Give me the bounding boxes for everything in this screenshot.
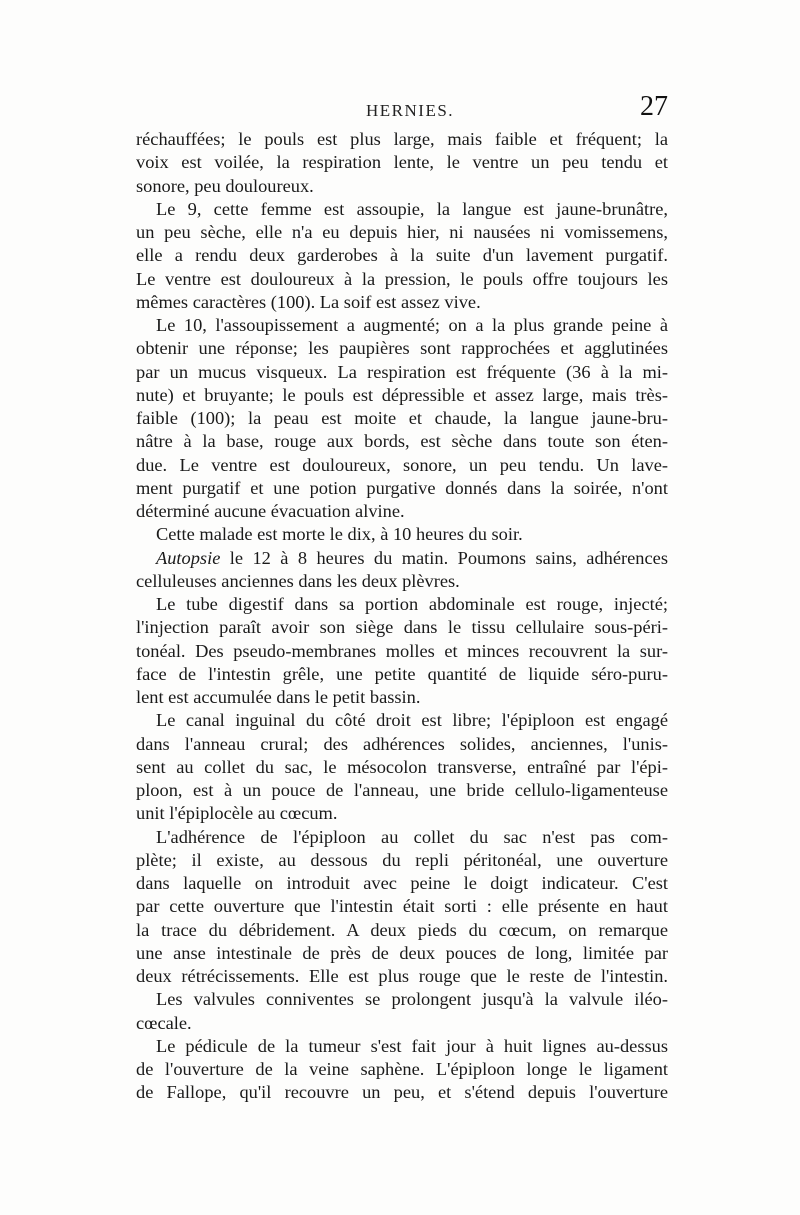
- text-line: par un mucus visqueux. La respiration est fréquente (36 à la mi-: [136, 361, 668, 382]
- text-line: Le 10, l'assoupissement a augmenté; on a la plus grande peine à: [156, 315, 668, 335]
- running-head: [136, 91, 668, 127]
- text-line: l'injection paraît avoir son siège dans le tissu cellulaire sous-péri-: [136, 617, 668, 638]
- text-line: voix est voilée, la respiration lente, le ventre un peu tendu et: [136, 152, 668, 173]
- text-line: dans l'anneau crural; des adhérences solides, anciennes, l'unis-: [136, 733, 668, 754]
- text-line: obtenir une réponse; les paupières sont rapprochées et agglutinées: [136, 338, 668, 359]
- text-line: L'adhérence de l'épiploon au collet du sac n'est pas com-: [156, 826, 668, 847]
- text-line: face de l'intestin grêle, une petite quantité de liquide séro-puru-: [136, 663, 668, 684]
- text-line: nâtre à la base, rouge aux bords, est sèche dans toute son éten-: [136, 431, 668, 452]
- running-title: HERNIES.: [366, 101, 455, 120]
- italic-word: Autopsie: [156, 547, 221, 568]
- text-line: de l'ouverture de la veine saphène. L'épiploon longe le ligament: [136, 1059, 668, 1079]
- body-text: [136, 128, 668, 1105]
- text-line: de Fallope, qu'il recouvre un peu, et s'étend depuis l'ouverture: [136, 1082, 668, 1103]
- text-line: Cette malade est morte le dix, à 10 heures du soir.: [156, 524, 523, 545]
- text-line: Le pédicule de la tumeur s'est fait jour à huit lignes au-dessus: [156, 1035, 668, 1056]
- text-line: elle a rendu deux garderobes à la suite d'un lavement purgatif.: [136, 245, 668, 266]
- text-line: due. Le ventre est douloureux, sonore, un peu tendu. Un lave-: [136, 454, 668, 475]
- text-line: dans laquelle on introduit avec peine le doigt indicateur. C'est: [136, 873, 668, 893]
- text-line: faible (100); la peau est moite et chaude, la langue jaune-bru-: [136, 408, 668, 428]
- text-line: par cette ouverture que l'intestin était sorti : elle présente en haut: [136, 896, 668, 917]
- text-line: la trace du débridement. A deux pieds du cœcum, on remarque: [136, 919, 668, 940]
- text-line: Le tube digestif dans sa portion abdominale est rouge, injecté;: [156, 594, 668, 614]
- text-run: le 12 à 8 heures du matin. Poumons sains, adhérences: [220, 547, 668, 568]
- text-line: ment purgatif et une potion purgative donnés dans la soirée, n'ont: [136, 477, 668, 498]
- text-line: unit l'épiplocèle au cœcum.: [136, 803, 338, 824]
- text-line: Le canal inguinal du côté droit est libre; l'épiploon est engagé: [156, 710, 668, 731]
- text-line: deux rétrécissements. Elle est plus rouge que le reste de l'intestin.: [136, 966, 668, 986]
- text-line: mêmes caractères (100). La soif est assez vive.: [136, 291, 481, 312]
- text-line: ploon, est à un pouce de l'anneau, une bride cellulo-ligamenteuse: [136, 780, 668, 800]
- text-line: cœcale.: [136, 1012, 192, 1033]
- text-line: Les valvules conniventes se prolongent jusqu'à la valvule iléo-: [156, 989, 668, 1010]
- text-line: lent est accumulée dans le petit bassin.: [136, 687, 421, 707]
- text-line: tonéal. Des pseudo-membranes molles et minces recouvrent la sur-: [136, 640, 668, 661]
- text-line: réchauffées; le pouls est plus large, mais faible et fréquent; la: [136, 129, 668, 149]
- text-line: sent au collet du sac, le mésocolon transverse, entraîné par l'épi-: [136, 756, 668, 777]
- text-line: [136, 547, 668, 570]
- text-line: une anse intestinale de près de deux pouces de long, limitée par: [136, 942, 668, 963]
- text-line: nute) et bruyante; le pouls est dépressible et assez large, mais très-: [136, 384, 668, 405]
- text-line: sonore, peu douloureux.: [136, 175, 314, 196]
- text-line: celluleuses anciennes dans les deux plèvres.: [136, 570, 460, 591]
- text-line: Le ventre est douloureux à la pression, le pouls offre toujours les: [136, 268, 668, 289]
- text-line: plète; il existe, au dessous du repli péritonéal, une ouverture: [136, 849, 668, 870]
- text-line: un peu sèche, elle n'a eu depuis hier, ni nausées ni vomissemens,: [136, 222, 668, 242]
- text-line: Le 9, cette femme est assoupie, la langue est jaune-brunâtre,: [156, 198, 668, 219]
- page-number: 27: [640, 91, 668, 122]
- text-line: déterminé aucune évacuation alvine.: [136, 501, 405, 521]
